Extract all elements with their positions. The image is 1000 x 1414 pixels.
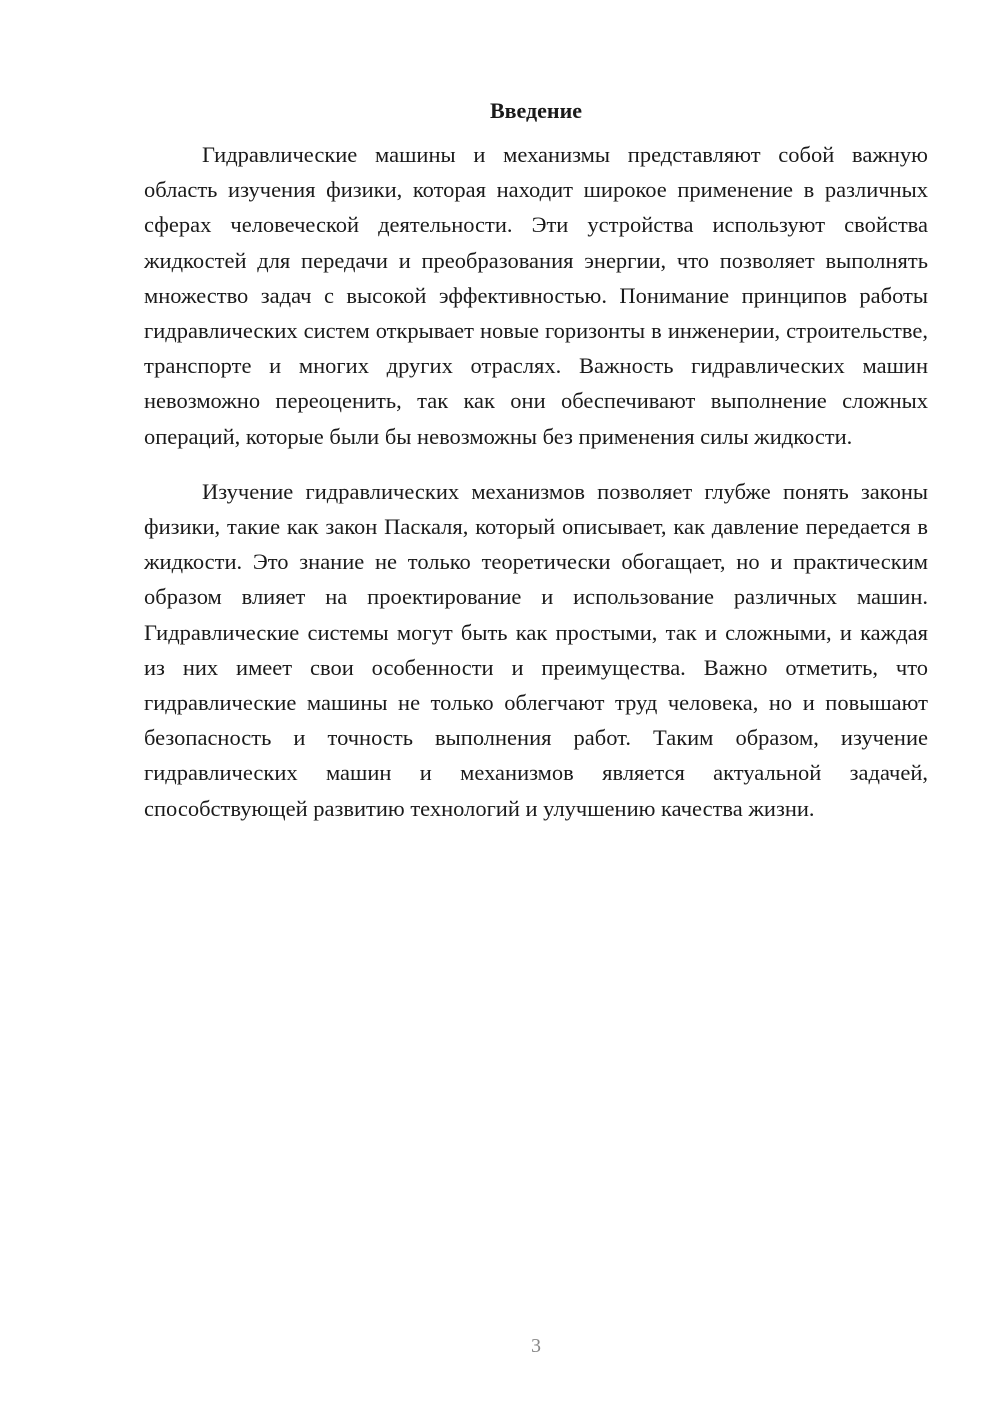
paragraph-2: Изучение гидравлических механизмов позволяет глубже понять законы физики, такие как закон Паскаля, который описывает, как давление передается в жидкости. Это знание не только теоретически обогащает, но и практическим образом влияет на проектирование и использование различных машин. Гидравлические системы могут быть как простыми, так и сложными, и каждая из них имеет свои особенности и преимущества. Важно отметить, что гидравлические машины не только облегчают труд человека, но и повышают безопасность и точность выполнения работ. Таким образом, изучение гидравлических машин и механизмов является актуальной задачей, способствующей развитию технологий и улучшению качества жизни. — [144, 478, 928, 821]
page-content — [144, 94, 928, 826]
section-heading: Введение — [489, 98, 583, 123]
paragraph-1: Гидравлические машины и механизмы представляют собой важную область изучения физики, которая находит широкое применение в различных сферах человеческой деятельности. Эти устройства используют свойства жидкостей для передачи и преобразования энергии, что позволяет выполнять множество задач с высокой эффективностью. Понимание принципов работы гидравлических систем открывает новые горизонты в инженерии, строительстве, транспорте и многих других отраслях. Важность гидравлических машин невозможно переоценить, так как они обеспечивают выполнение сложных операций, которые были бы невозможны без применения силы жидкости. — [144, 142, 928, 449]
page-number: 3 — [531, 1335, 541, 1357]
